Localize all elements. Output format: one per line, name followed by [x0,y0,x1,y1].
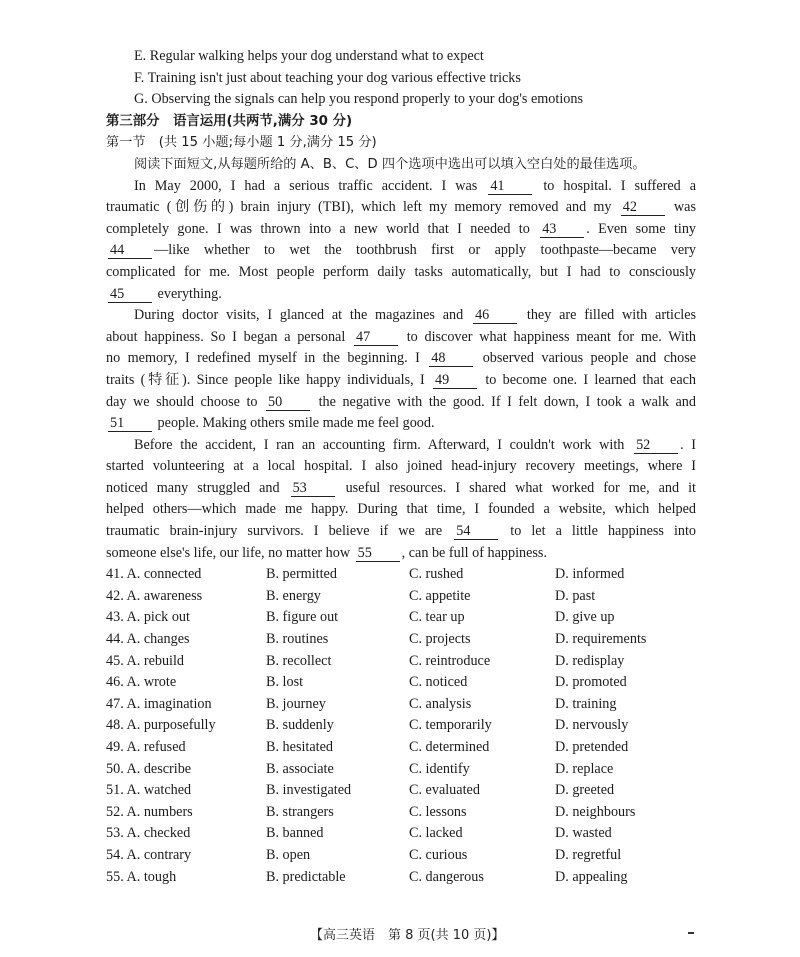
choice-d: D. neighbours [555,803,636,820]
question-row: 41. A. connected B. permitted C. rushed D. informed [106,564,696,586]
page-footer: 【高三英语 第 8 页(共 10 页)】 [310,928,505,943]
passage-line: 51 people. Making others smile made me feel good. [110,415,435,432]
choice-b: B. hesitated [266,739,333,755]
question-row: 53. A. checked B. banned C. lacked D. wasted [106,823,696,845]
choice-d: D. appealing [555,868,628,885]
choice-c: C. tear up [409,609,465,626]
option-g: G. Observing the signals can help you respond properly to your dog's emotions [134,91,583,108]
passage-line: day we should choose to 50 the negative with the good. If I felt down, I took a walk and [106,393,696,410]
passage-paragraph-1 [106,176,696,306]
choice-b: B. predictable [266,868,346,885]
choice-c: C. reintroduce [409,652,491,669]
choice-a: A. describe [126,760,192,777]
passage-line: During doctor visits, I glanced at the magazines and 46 they are filled with articles [134,307,696,324]
choice-b: B. banned [266,825,324,842]
choice-b: B. routines [266,631,329,648]
passage-line: traumatic brain-injury survivors. I believe if we are 54 to let a little happiness into [106,523,696,540]
question-row: 43. A. pick out B. figure out C. tear up D. give up [106,607,696,629]
question-row: 51. A. watched B. investigated C. evaluated D. greeted [106,780,696,802]
question-row: 49. A. refused B. hesitated C. determined D. pretended [106,737,696,759]
choice-d: D. informed [555,566,625,583]
choice-c: C. lessons [409,803,467,820]
blank-51: 51 [108,415,152,432]
choice-d: D. past [555,587,596,604]
choice-b: B. investigated [266,782,352,799]
choice-c: C. analysis [409,695,472,712]
question-row: 42. A. awareness B. energy C. appetite D. past [106,586,696,608]
passage-line: started volunteering at a local hospital. I also joined head-injury recovery meetings, where I [106,458,696,475]
choice-a: A. rebuild [126,652,185,669]
blank-49: 49 [433,372,477,389]
choice-c: C. curious [409,846,468,863]
choice-b: B. recollect [266,652,332,669]
blank-46: 46 [473,307,517,324]
choice-a: A. contrary [126,846,192,863]
choice-d: D. wasted [555,825,612,842]
passage-line: 45 everything. [110,285,222,302]
choice-c: C. appetite [409,587,471,604]
question-row: 47. A. imagination B. journey C. analysis D. training [106,694,696,716]
blank-45: 45 [108,286,152,303]
question-row: 50. A. describe B. associate C. identify D. replace [106,759,696,781]
question-row: 55. A. tough B. predictable C. dangerous D. appealing [106,867,696,889]
choice-d: D. regretful [555,846,622,863]
blank-54: 54 [454,523,498,540]
choice-d: D. redisplay [555,652,625,669]
choice-a: A. purposefully [126,717,216,734]
passage-line: traumatic (创伤的) brain injury (TBI), which left my memory removed and my 42 was [106,199,696,216]
choice-b: B. energy [266,587,321,604]
blank-43: 43 [540,221,584,238]
blank-48: 48 [429,350,473,367]
passage-paragraph-3 [106,435,696,565]
choice-b: B. open [266,846,311,863]
passage-line: about happiness. So I began a personal 47 to discover what happiness meant for me. With [106,328,696,345]
choice-a: A. wrote [126,674,177,691]
choice-a: A. numbers [126,803,193,820]
option-e: E. Regular walking helps your dog understand what to expect [134,48,484,64]
question-row: 44. A. changes B. routines C. projects D. requirements [106,629,696,651]
choice-c: C. temporarily [409,717,492,734]
options-list [106,564,696,888]
choice-b: B. strangers [266,803,334,820]
choice-a: A. refused [126,739,186,755]
choice-a: A. connected [126,566,202,583]
choice-c: C. noticed [409,674,468,691]
blank-41: 41 [488,178,532,195]
scan-mark [688,932,694,934]
passage-line: Before the accident, I ran an accounting firm. Afterward, I couldn't work with 52 . I [134,436,696,453]
choice-c: C. dangerous [409,868,484,885]
passage-line: 44 —like whether to wet the toothbrush first or apply toothpaste—became very [110,242,696,259]
choice-a: A. watched [126,782,192,799]
choice-c: C. rushed [409,566,464,583]
question-row: 45. A. rebuild B. recollect C. reintroduce D. redisplay [106,651,696,673]
choice-a: A. pick out [126,609,190,626]
choice-d: D. nervously [555,717,629,734]
choice-d: D. replace [555,760,614,777]
passage-line: In May 2000, I had a serious traffic accident. I was 41 to hospital. I suffered a [134,177,696,194]
choice-a: A. awareness [126,587,203,604]
choice-d: D. pretended [555,739,629,755]
question-row: 48. A. purposefully B. suddenly C. temporarily D. nervously [106,715,696,737]
passage-line: complicated for me. Most people perform daily tasks automatically, but I had to consciously [106,263,696,280]
blank-42: 42 [621,199,665,216]
instruction: 阅读下面短文,从每题所给的 A、B、C、D 四个选项中选出可以填入空白处的最佳选项。 [134,156,646,172]
passage-line: noticed many struggled and 53 useful resources. I shared what worked for me, and it [106,479,696,496]
option-f: F. Training isn't just about teaching your dog various effective tricks [134,69,521,86]
choice-c: C. evaluated [409,782,480,799]
choice-c: C. identify [409,760,470,777]
section-heading: 第一节 (共 15 小题;每小题 1 分,满分 15 分) [106,135,377,151]
question-row: 46. A. wrote B. lost C. noticed D. promoted [106,672,696,694]
choice-a: A. checked [126,825,191,842]
choice-b: B. suddenly [266,717,334,734]
question-row: 52. A. numbers B. strangers C. lessons D. neighbours [106,802,696,824]
choice-b: B. lost [266,674,304,691]
blank-52: 52 [634,437,678,454]
choice-d: D. requirements [555,631,647,648]
choice-a: A. tough [126,868,177,885]
exam-page [106,46,696,888]
choice-d: D. training [555,695,617,712]
choice-c: C. determined [409,739,490,755]
choice-b: B. permitted [266,566,337,583]
question-row: 54. A. contrary B. open C. curious D. regretful [106,845,696,867]
passage-line: traits (特征). Since people like happy individuals, I 49 to become one. I learned that each [106,371,696,388]
choice-d: D. promoted [555,674,627,691]
choice-d: D. give up [555,609,615,626]
passage-line: completely gone. I was thrown into a new world that I needed to 43 . Even some tiny [106,220,696,237]
choice-a: A. imagination [126,695,212,712]
choice-b: B. figure out [266,609,339,626]
blank-47: 47 [354,329,398,346]
passage-line: someone else's life, our life, no matter how 55 , can be full of happiness. [106,544,548,561]
choice-a: A. changes [126,631,190,648]
choice-d: D. greeted [555,782,615,799]
blank-55: 55 [356,545,400,562]
choice-b: B. journey [266,695,326,712]
choice-c: C. lacked [409,825,463,842]
blank-44: 44 [108,242,152,259]
choice-b: B. associate [266,760,334,777]
passage-paragraph-2 [106,305,696,435]
passage-line: helped others—which made me happy. During that time, I founded a website, which helped [106,501,696,518]
blank-53: 53 [291,480,335,497]
part-heading: 第三部分 语言运用(共两节,满分 30 分) [106,113,353,129]
blank-50: 50 [266,394,310,411]
passage-line: no memory, I redefined myself in the beginning. I 48 observed various people and chose [106,350,696,367]
choice-c: C. projects [409,631,471,648]
